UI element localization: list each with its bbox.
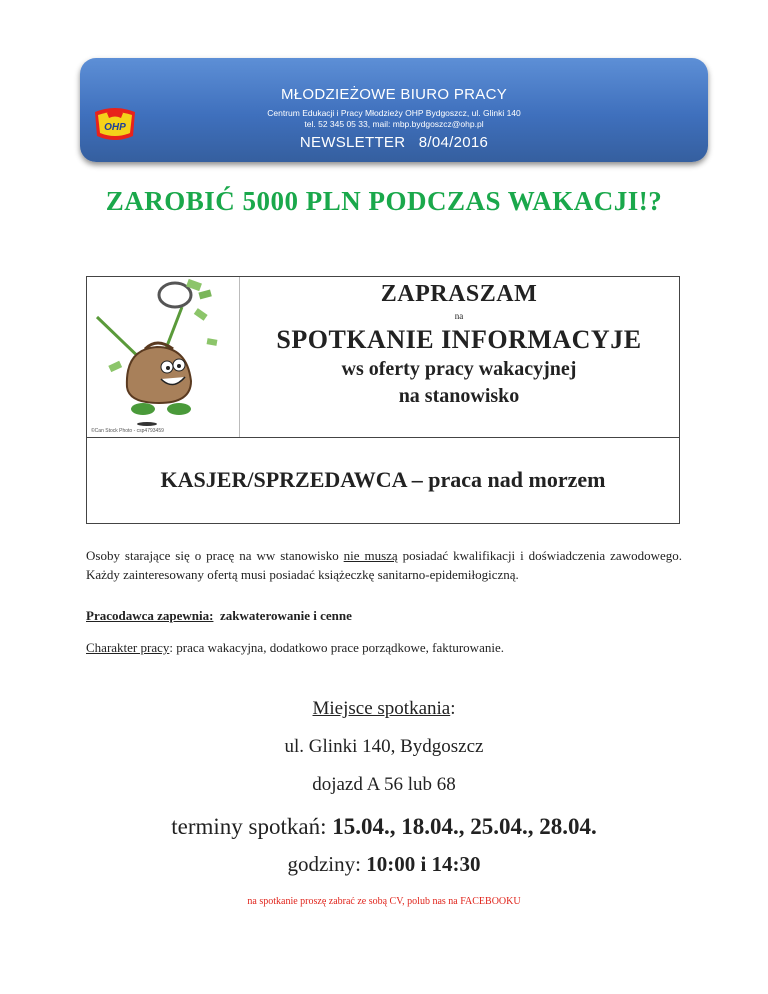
place-colon: : [450, 698, 456, 719]
position-title [87, 467, 679, 493]
employer-label: Pracodawca zapewnia: [86, 608, 214, 623]
requirements-paragraph [86, 546, 682, 584]
offer-line-1: ws oferty pracy wakacyjnej [341, 358, 577, 380]
req-text-2: posiadać kwalifikacji i doświadczenia zawodowego. Każdy zainteresowany ofertą musi posiadać książeczkę sanitarno-epidemiłogiczną. [86, 548, 682, 582]
invitation-text [239, 277, 679, 409]
job-character-label: Charakter pracy [86, 640, 170, 655]
banner-address: Centrum Edukacji i Pracy Młodzieży OHP Bydgoszcz, ul. Glinki 140 [267, 108, 521, 118]
employer-provides [86, 606, 682, 625]
meeting-dates [0, 814, 768, 840]
page-headline: ZAROBIĆ 5000 PLN PODCZAS WAKACJI!? [105, 186, 663, 216]
hours-label: godziny: [287, 852, 367, 876]
req-underlined: nie muszą [343, 548, 398, 563]
footnote: na spotkanie proszę zabrać ze sobą CV, polub nas na FACEBOOKU [247, 896, 521, 907]
meeting-hours [0, 852, 768, 877]
job-character-value: : praca wakacyjna, dodatkowo prace porządkowe, fakturowanie. [169, 640, 504, 655]
header-banner [80, 58, 708, 162]
invite-heading: ZAPRASZAM [380, 281, 538, 307]
logo-text: OHP [104, 122, 126, 133]
box-divider [87, 437, 679, 438]
place-label: Miejsce spotkania [312, 698, 451, 719]
position-main: KASJER/SPRZEDAWCA [160, 467, 407, 492]
meeting-place-label [0, 698, 768, 720]
meeting-transport: dojazd A 56 lub 68 [312, 774, 456, 795]
invite-na: na [454, 311, 464, 321]
employer-value: zakwaterowanie i cenne [213, 608, 352, 623]
money-bag-icon [87, 277, 237, 427]
dates-value: 15.04., 18.04., 25.04., 28.04. [332, 814, 597, 839]
position-rest: – praca nad morzem [406, 467, 606, 492]
banner-title: MŁODZIEŻOWE BIURO PRACY [280, 86, 508, 103]
image-credit: ©Can Stock Photo - csp4793459 [91, 428, 164, 434]
money-bag-illustration [87, 277, 240, 437]
banner-contact: tel. 52 345 05 33, mail: mbp.bydgoszcz@ohp.pl [304, 119, 484, 129]
hours-value: 10:00 i 14:30 [366, 852, 481, 876]
dates-label: terminy spotkań: [171, 814, 333, 839]
req-text-1: Osoby starające się o pracę na ww stanowisko [86, 548, 344, 563]
meeting-heading: SPOTKANIE INFORMACYJE [276, 325, 642, 354]
offer-box [86, 276, 680, 524]
job-character [86, 638, 682, 657]
offer-line-2: na stanowisko [398, 385, 520, 407]
meeting-address: ul. Glinki 140, Bydgoszcz [284, 736, 484, 757]
banner-newsletter: NEWSLETTER 8/04/2016 [299, 134, 489, 151]
